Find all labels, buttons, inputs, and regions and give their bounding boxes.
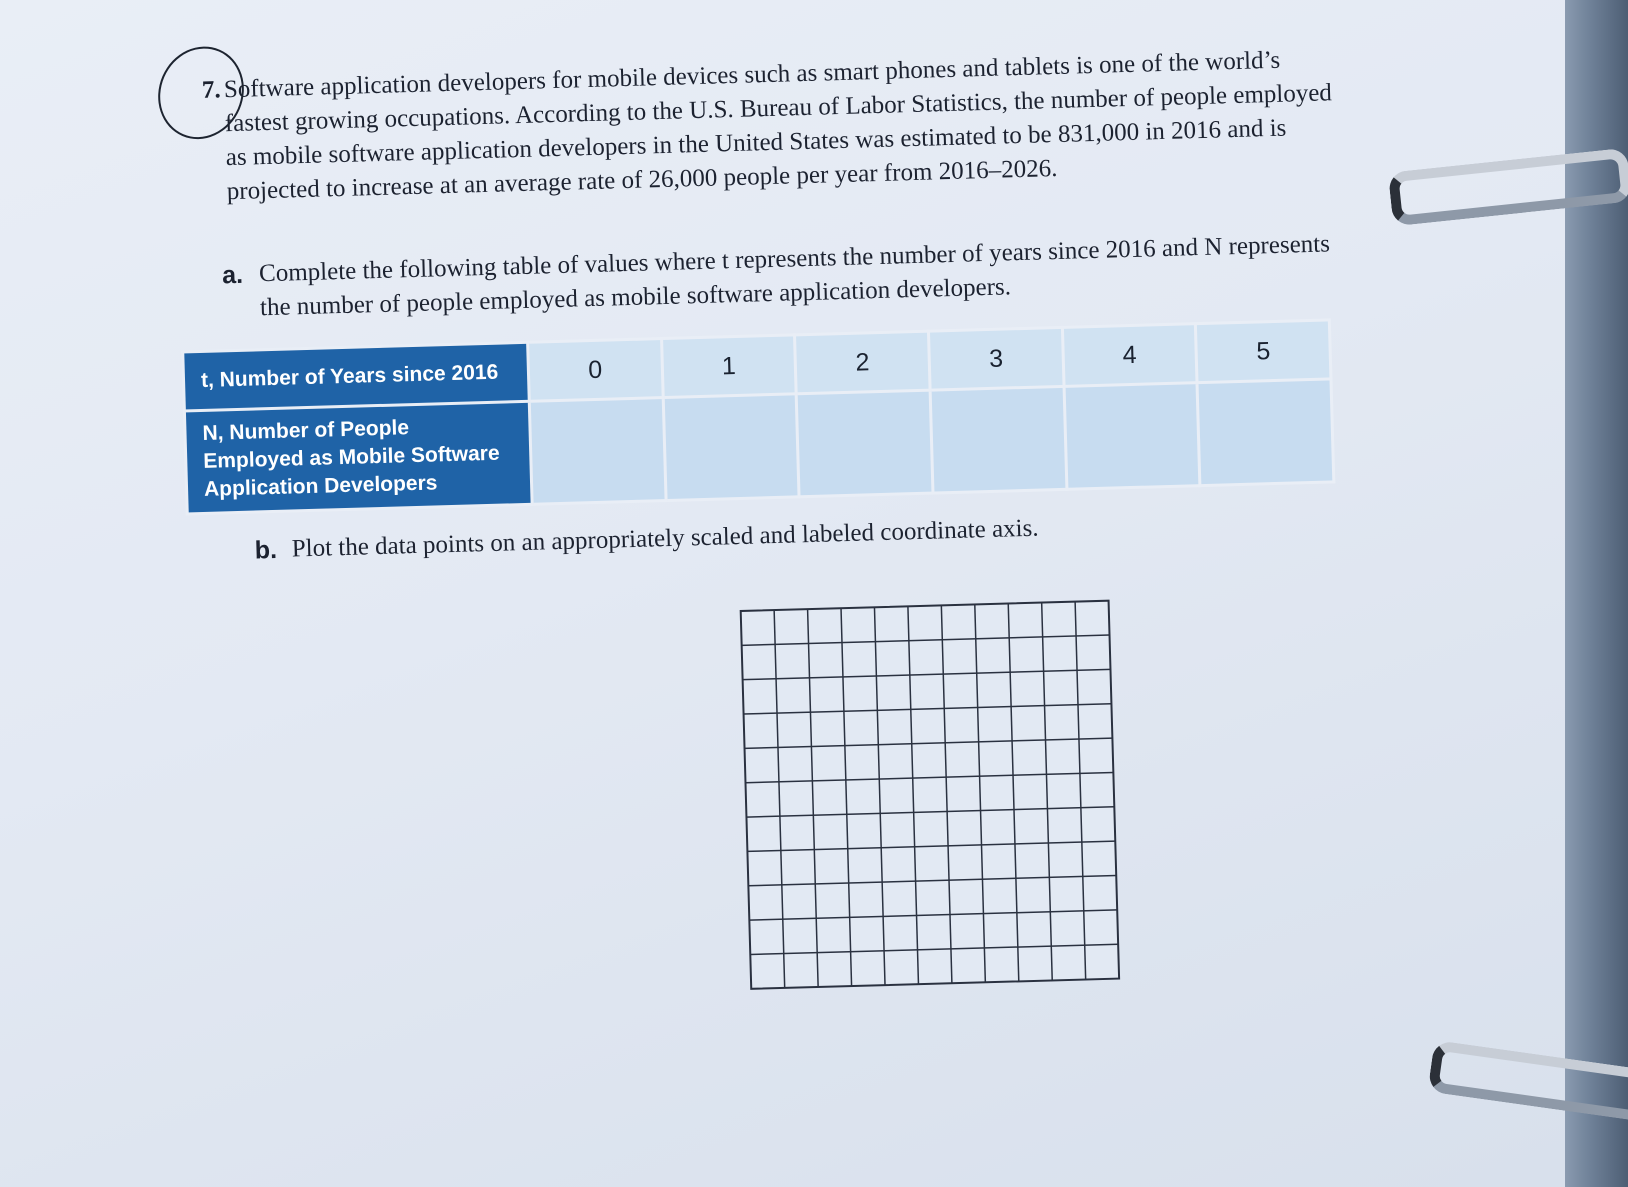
t-value-cell: 5: [1196, 320, 1331, 383]
t-value-cell: 2: [795, 331, 930, 394]
values-table: [181, 318, 1335, 515]
n-value-cell[interactable]: [1064, 383, 1200, 490]
blank-graph-grid[interactable]: [739, 599, 1122, 991]
part-a-label: a.: [221, 260, 244, 290]
grid-border: [741, 601, 1119, 989]
n-value-cell[interactable]: [930, 386, 1066, 493]
t-row-header: t, Number of Years since 2016: [183, 342, 530, 411]
n-value-cell[interactable]: [663, 394, 799, 501]
t-value-cell: 3: [928, 327, 1063, 390]
n-row-header: N, Number of People Employed as Mobile Software Application Developers: [184, 401, 532, 514]
graph-grid-svg[interactable]: [739, 599, 1122, 991]
n-value-cell[interactable]: [529, 398, 665, 505]
t-value-cell: 0: [528, 339, 663, 402]
problem-number: 7.: [201, 76, 222, 104]
problem-text: Software application developers for mobile devices such as smart phones and tablets is one of the world’s fastest growing occupations. According to the U.S. Bureau of Labor Statistics, the number of people employed as mobile software application developers in the United States was estimated to be 831,000 in 2016 and is projected to increase at an average rate of 26,000 people per year from 2016–2026.: [223, 46, 1333, 206]
problem-statement: [201, 42, 1346, 209]
n-value-cell[interactable]: [796, 390, 932, 497]
part-b: [254, 505, 1292, 567]
part-b-label: b.: [254, 535, 278, 565]
t-value-cell: 4: [1062, 324, 1197, 387]
part-a-text: Complete the following table of values where t represents the number of years since 2016 and N represents the number of people employed as mobile software application developers.: [258, 230, 1331, 322]
t-value-cell: 1: [661, 335, 796, 398]
n-value-cell[interactable]: [1197, 379, 1334, 486]
part-a: [221, 227, 1340, 325]
part-b-text: Plot the data points on an appropriately scaled and labeled coordinate axis.: [291, 514, 1039, 563]
